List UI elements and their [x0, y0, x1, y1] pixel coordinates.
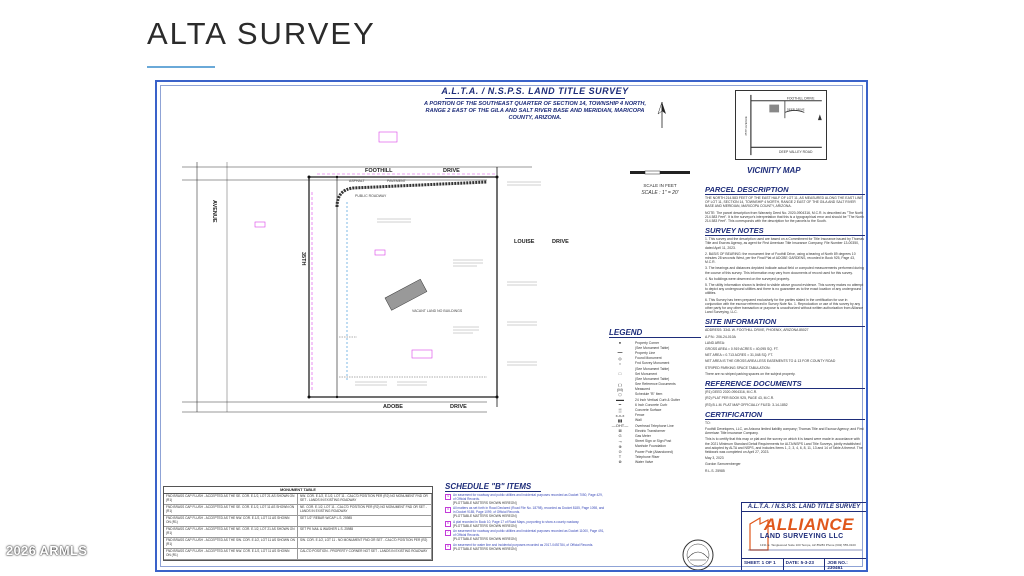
vicinity-street-2: DEER DRIVE	[786, 107, 805, 112]
schedule-b-item	[445, 544, 605, 552]
legend-symbol-icon: —OHT—	[611, 423, 629, 429]
legend-symbol-icon: x-x-x	[615, 412, 625, 418]
site-plan	[157, 82, 617, 482]
schedule-b-text: An easement for water line and incidental purposes recorded as 2017-0492784, of Official Records.	[453, 542, 594, 547]
pavement-label: PAVEMENT	[387, 179, 406, 183]
schedule-b-list	[445, 494, 605, 551]
job-number: JOB NO.: 230461	[827, 560, 848, 570]
schedule-b-note: [PLOTTABLE MATTERS SHOWN HEREON]	[453, 523, 517, 528]
survey-note: 6. This Survey has been prepared exclusively for the parties stated in the certification for use in conjunction with the escrow referenced in Survey Note No. 1. Reproduction or use of this survey by any other party for any other transaction or purpose is unauthorized without written authorization from Alliance Land Surveying, LLC.	[705, 297, 864, 315]
schedule-b-text: An easement for roadway and public utilities and incidental purposes recorded as Docket 11000, Page 491, of Official Records.	[453, 529, 605, 538]
site-line: LAND AREA:	[705, 340, 725, 345]
legend-symbol-icon: T	[618, 454, 622, 460]
legend-items	[609, 340, 701, 465]
legend-symbol-icon: ━━	[617, 350, 623, 356]
schedule-b-number: 4	[445, 494, 451, 500]
legend-label: Fnd Survey Monument	[635, 361, 670, 366]
asphalt-label: ASPHALT	[349, 179, 365, 183]
legend-label: Concrete Surface	[635, 408, 662, 413]
scale-bar-graphic	[625, 169, 695, 177]
cert-line: Foothill Developers, LLC, an Arizona limited liability company; Thomas Title and Escrow Agency; and First American Title Insurance Company.	[705, 426, 864, 436]
monument-table-title: MONUMENT TABLE	[164, 487, 432, 494]
reference-line: (R1) DEED 2020-0904316, M.C.R.	[705, 390, 758, 395]
monument-table-cell: NW. COR. E.1/2, E.1/2, LOT 11 - CALC'D POSITION PER (R2) NO MONUMENT FND OR SET - LANDS IN EXISTING ROADWAY	[298, 494, 432, 505]
sheet-date: DATE: 5-3-23	[784, 559, 826, 571]
reference-documents-body	[705, 390, 865, 407]
survey-notes-title: SURVEY NOTES	[705, 226, 865, 236]
legend-label: Street Sign or Sign Post	[635, 439, 672, 444]
street-label-drive-right: DRIVE	[552, 239, 569, 245]
vacant-land-label: VACANT LAND NO BUILDINGS	[412, 309, 463, 313]
survey-note: 4. No buildings were observed on the surveyed property.	[705, 276, 790, 281]
site-line: NET AREA IS THE GROSS AREA LESS EASEMENTS TO & 13 FOR COUNTY ROAD	[705, 359, 836, 364]
parcel-description-title: PARCEL DESCRIPTION	[705, 185, 865, 195]
survey-notes-body	[705, 237, 865, 314]
cert-line: This is to certify that this map or plat and the survey on which it is based were made in accordance with the 2021 Minimum Standard Detail Requirements for ALTA/NSPS Land Title Surveys, jointly established and adopted by ALTA and NSPS, and includes Items 1, 2, 3, 4, 6, 8, 11, 13 and 14 of Table A thereof. The fieldwork was completed on April 27, 2023.	[705, 437, 863, 454]
schedule-b-text-wrap	[453, 521, 579, 529]
sheet-number: SHEET: 1 OF 1	[742, 559, 784, 571]
schedule-b-text-wrap	[453, 530, 605, 541]
schedule-b-note: [PLOTTABLE MATTERS SHOWN HEREON]	[453, 536, 517, 541]
legend-label: Fence	[635, 413, 645, 418]
street-label-foothill: FOOTHILL	[365, 168, 393, 174]
legend-symbol-icon: (M)	[617, 386, 623, 392]
site-line: GROSS AREA = 0.919 ACRES = 40,095 SQ. FT.	[705, 347, 779, 352]
scale-ratio: SCALE : 1" = 20'	[641, 190, 679, 196]
parcel-description-body	[705, 196, 865, 223]
legend-label: Schedule "B" Item	[635, 392, 663, 397]
legend-symbol-icon: G	[618, 433, 622, 439]
legend-label: Electric Transformer	[635, 428, 666, 433]
street-label-35th: 35TH	[300, 252, 306, 266]
monument-table-cell: SW. COR. E.1/2, LOT 11 - NO MONUMENT FND OR SET - CALC'D POSITION PER (R2)	[298, 538, 432, 549]
schedule-b-item	[445, 521, 605, 529]
legend-label: Set Monument	[635, 371, 658, 376]
survey-note: 3. The bearings and distances depicted indicate actual field or computed measurements performed during the course of this survey. This information may vary from documents of record used for this survey.	[705, 266, 864, 275]
armls-watermark: 2026 ARMLS	[6, 543, 88, 558]
legend-symbol-icon: ▬▬	[616, 397, 624, 403]
site-line: ADDRESS: 3341 W. FOOTHILL DRIVE, PHOENIX, ARIZONA 85027	[705, 328, 809, 333]
legend-label: See Reference Documents	[635, 382, 676, 387]
survey-note: 5. The utility information shown is limited to visible above ground evidence. This survey makes no attempt to depict any underground utilities and there is no guarantee as to the exact location of any underground utilities.	[705, 283, 864, 296]
legend-symbol-icon: ●	[618, 340, 622, 346]
legend-symbol-icon: ⊸	[618, 438, 622, 444]
schedule-b-text-wrap	[453, 494, 605, 505]
schedule-b-text: All matters as set forth in Road Declared (Road File No. 18798), recorded as Docket 8185, Page 1098, and in Docket 9185, Page 1099, of Official Records.	[453, 506, 605, 515]
right-column	[705, 182, 865, 475]
cert-line: May 3, 2023	[705, 456, 724, 461]
monument-table-cell: FND BRASS CAP FLUSH - ACCEPTED AS THE NE. COR. E.1/2, LOT 21 AS SHOWN ON (R1)	[164, 527, 298, 538]
street-label-louise: LOUISE	[514, 239, 535, 245]
legend-label: Property Line	[635, 350, 656, 355]
schedule-b-note: [PLOTTABLE MATTERS SHOWN HEREON]	[453, 500, 517, 505]
site-line: A.P.N.: 206-24-010A	[705, 334, 736, 339]
legend-symbol-icon: ⊗	[618, 459, 622, 465]
schedule-b-title: SCHEDULE "B" ITEMS	[445, 482, 541, 492]
page-title: ALTA SURVEY	[147, 16, 376, 51]
legend-label: (See Monument Table)	[635, 345, 670, 350]
legend-symbol-icon: ( )	[618, 381, 622, 387]
legend-label: (See Monument Table)	[635, 376, 670, 381]
legend-label: Manhole Foundation	[635, 444, 666, 449]
schedule-b-item	[445, 507, 605, 518]
scale-bar	[625, 164, 695, 196]
monument-table-cell: FND BRASS CAP FLUSH - ACCEPTED AS THE NW. COR. E.1/2, LOT 11 AS SHOWN ON (R1)	[164, 516, 298, 527]
vicinity-street-3: DEEP VALLEY ROAD	[779, 150, 813, 155]
legend-symbol-icon	[609, 377, 631, 381]
legend-symbol-icon: ▒	[618, 407, 622, 413]
schedule-b-text-wrap	[453, 507, 605, 518]
schedule-b-number: 5	[445, 507, 451, 513]
reference-line: (R3) B.L.M. PLAT MAP OFFICIALLY FILED: 3-14-1852	[705, 402, 788, 407]
legend-label: Wall	[635, 418, 642, 423]
legend-item	[609, 459, 701, 464]
site-line: NET AREA = 0.713 ACRES = 31,048 SQ. FT.	[705, 353, 773, 358]
title-block-heading: A.L.T.A. / N.S.P.S. LAND TITLE SURVEY	[742, 503, 866, 512]
vicinity-map-title: VICINITY MAP	[747, 166, 801, 175]
legend-label: Found Monument	[635, 356, 662, 361]
reference-documents-title: REFERENCE DOCUMENTS	[705, 379, 865, 389]
schedule-b-number: 8	[445, 544, 451, 550]
schedule-b-note: [PLOTTABLE MATTERS SHOWN HEREON]	[453, 513, 517, 518]
legend-label: 24 Inch Vertical Curb & Gutter	[635, 397, 681, 402]
legend-symbol-icon	[609, 367, 631, 371]
schedule-b-note: [PLOTTABLE MATTERS SHOWN HEREON]	[453, 546, 517, 551]
survey-title: A.L.T.A. / N.S.P.S. LAND TITLE SURVEY	[441, 86, 629, 96]
monument-table-cell: SET PK NAIL & WASHER L.S. 25985	[298, 527, 432, 538]
title-block-footer	[742, 558, 866, 571]
schedule-b-number: 6	[445, 521, 451, 527]
vicinity-map	[735, 90, 827, 160]
survey-description: A PORTION OF THE SOUTHEAST QUARTER OF SECTION 14, TOWNSHIP 4 NORTH, RANGE 2 EAST OF THE GILA AND SALT RIVER BASE AND MERIDIAN, MARICOPA COUNTY, ARIZONA.	[423, 101, 646, 121]
schedule-b-item	[445, 494, 605, 505]
monument-table-cell: FND BRASS CAP FLUSH - ACCEPTED AS THE SE. COR. E.1/2, LOT 21 AS SHOWN ON (R1)	[164, 494, 298, 505]
site-information-title: SITE INFORMATION	[705, 317, 865, 327]
legend-symbol-icon: ○	[618, 360, 622, 366]
title-underline	[147, 66, 215, 68]
legend	[609, 328, 701, 465]
site-information-body	[705, 328, 865, 376]
parcel-description-note: NOTE: The parcel description from Warranty Deed No. 2020-0904316, M.C.R. is described as "The North 214.583 Feet". It is the surveyor's interpretation that this is a typographical error and should be "The North 214.583 Feet". This corresponds with the description for the parcels to the South.	[705, 210, 864, 224]
legend-symbol-icon: ◎	[618, 355, 622, 361]
schedule-b-text: A plat recorded in Book 10, Page 17 of Road Maps, purporting to show a county roadway.	[453, 519, 580, 524]
parcel-description-text: THE NORTH 214.583 FEET OF THE EAST HALF OF LOT 11, AS MEASURED ALONG THE EAST LINE OF LOT 11, SECTION 14, TOWNSHIP 4 NORTH, RANGE 2 EAST OF THE GILA AND SALT RIVER BASE AND MERIDIAN, MARICOPA COUNTY, ARIZONA.	[705, 196, 863, 209]
monument-table-cell: CALC'D POSITION - PROPERTY CORNER NOT SET - LANDS IN EXISTING ROADWAY	[298, 549, 432, 560]
legend-label: Measured	[635, 387, 651, 392]
street-label-avenue: AVENUE	[211, 200, 217, 223]
company-address: 1331 E. Tanglewood Suite 100 Tempe, AZ 85283 Phone (602) 555-0100	[760, 543, 856, 547]
legend-label: Telephone Riser	[635, 454, 660, 459]
reference-line: (R2) PLAT PER BOOK 925, PAGE 43, M.C.R.	[705, 396, 775, 401]
vicinity-street-4: 35TH AVENUE	[744, 116, 748, 136]
site-line: STRIPED PARKING SPACE TABULATION:	[705, 365, 771, 370]
survey-note: 2. BASIS OF BEARING: the monument line of Foothill Drive, using a bearing of North 89 degrees 10 minutes 28 seconds West, per the Final Plat of ADOBE GARDENS, recorded in Book 925, Page 43, M.C.R.	[705, 251, 856, 265]
legend-label: Water Valve	[635, 459, 654, 464]
monument-table-cell: NE. COR. E.1/2, LOT 11 - CALC'D POSITION PER (R2) NO MONUMENT FND OR SET - LANDS IN EXISTING ROADWAY	[298, 505, 432, 516]
monument-table-cell: SET 1/2" REBAR W/CAP L.S. 25985	[298, 516, 432, 527]
monument-table-cell: FND BRASS CAP FLUSH - ACCEPTED AS THE SE. COR. E.1/2, LOT 11 AS SHOWN ON (R1)	[164, 505, 298, 516]
scale-label: SCALE IN FEET	[643, 183, 677, 188]
vicinity-street-1: FOOTHILL DRIVE	[786, 96, 815, 101]
monument-table-cell: FND BRASS CAP FLUSH - ACCEPTED AS THE SW. COR. E.1/2, LOT 11 AS SHOWN ON (R1)	[164, 538, 298, 549]
legend-label: (See Monument Table)	[635, 366, 670, 371]
legend-symbol-icon: ⊠	[618, 428, 622, 434]
street-label-drive-bottom: DRIVE	[450, 404, 467, 410]
monument-table	[163, 486, 433, 561]
legend-label: Gas Meter	[635, 433, 651, 438]
schedule-b-number: 7	[445, 530, 451, 536]
monument-table-cell: FND BRASS CAP FLUSH - ACCEPTED AS THE NW. COR. E.1/2, LOT 11 AS SHOWN ON (R1)	[164, 549, 298, 560]
survey-note: 1. This survey and the description used are based on a Commitment for Title Insurance issued by Thomas Title and Escrow Agency, as agent for First American Title Insurance Company, File Number 13-00350, dated April 11, 2023.	[705, 237, 864, 250]
legend-title: LEGEND	[609, 328, 701, 338]
legend-symbol-icon: ⬡	[618, 391, 622, 397]
certification-title: CERTIFICATION	[705, 410, 865, 420]
title-block	[741, 502, 867, 572]
street-label-drive-top: DRIVE	[443, 168, 460, 174]
site-line: There are no striped parking spaces on the subject property.	[705, 371, 796, 376]
certification-body	[705, 421, 865, 473]
company-name-alliance: ALLIANCE	[764, 515, 854, 534]
monument-table-grid	[164, 494, 432, 560]
public-roadway-label: PUBLIC ROADWAY	[355, 194, 387, 198]
legend-label: Power Pole (Abandoned)	[635, 449, 673, 454]
legend-symbol-icon: ⊙	[618, 449, 622, 455]
surveyor-seal-icon	[678, 538, 718, 572]
cert-line: Gordon Szmorenberger	[705, 462, 741, 467]
legend-symbol-icon: ⊕	[618, 443, 622, 449]
street-label-adobe: ADOBE	[383, 404, 403, 410]
legend-symbol-icon: □	[618, 371, 622, 377]
schedule-b-item	[445, 530, 605, 541]
legend-label: Overhead Telephone Line	[635, 423, 674, 428]
legend-symbol-icon: ━	[618, 402, 622, 408]
legend-label: Property Corner	[635, 340, 660, 345]
company-name-land-surveying: LAND SURVEYING LLC	[760, 533, 844, 540]
cert-line: R.L.S. 25985	[705, 468, 725, 473]
schedule-b-text-wrap	[453, 544, 593, 552]
cert-line: TO:	[705, 420, 711, 425]
north-arrow-icon	[655, 100, 669, 130]
schedule-b-items	[445, 482, 605, 551]
schedule-b-text: An easement for roadway and public utilities and incidental purposes recorded as Docket 7050, Page 429, of Official Records.	[453, 493, 603, 501]
legend-symbol-icon	[609, 346, 631, 350]
legend-symbol-icon: ▮▮	[617, 417, 623, 423]
survey-sheet	[155, 80, 868, 572]
legend-label: 6 Inch Concrete Curb	[635, 402, 668, 407]
